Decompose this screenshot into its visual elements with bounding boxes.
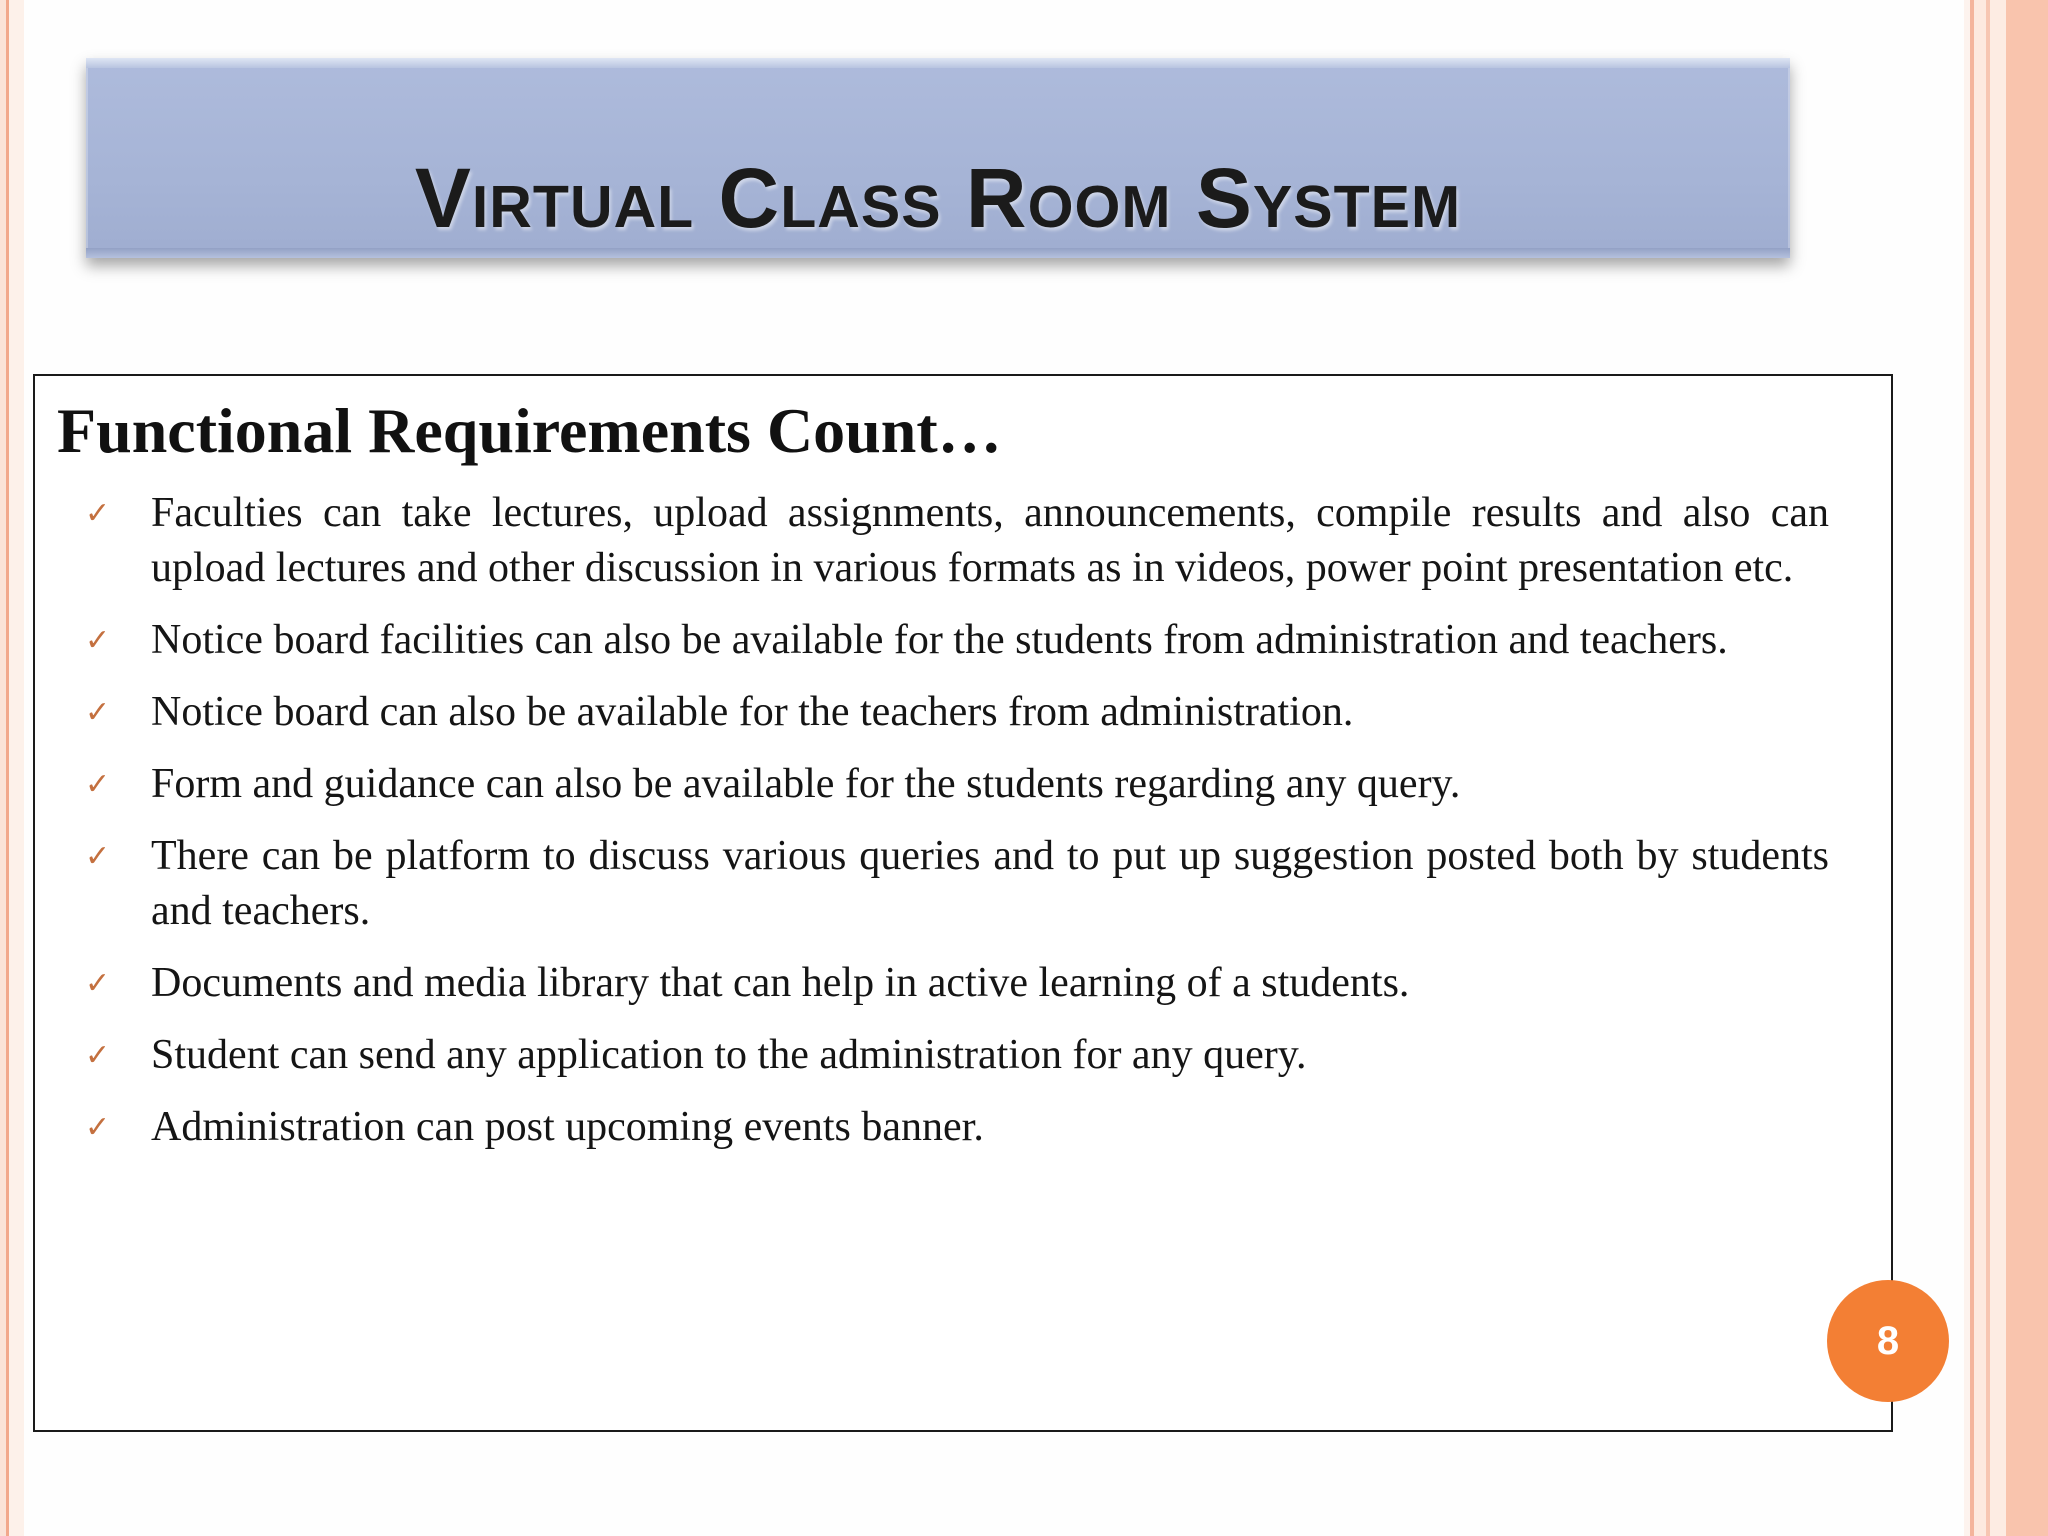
list-item-text: Student can send any application to the administration for any query. xyxy=(151,1032,1307,1078)
list-item xyxy=(55,486,1829,596)
checkmark-icon: ✓ xyxy=(85,1038,111,1073)
list-item-text: Form and guidance can also be available for the students regarding any query. xyxy=(151,761,1461,807)
checkmark-icon: ✓ xyxy=(85,695,111,730)
list-item xyxy=(55,956,1829,1011)
title-banner xyxy=(86,58,1790,258)
slide-title: Virtual Class Room System xyxy=(414,151,1462,245)
list-item-text: Notice board facilities can also be available for the students from administration and teachers. xyxy=(151,617,1728,663)
content-box xyxy=(33,374,1893,1432)
checkmark-icon: ✓ xyxy=(85,1110,111,1145)
right-decorative-border xyxy=(1964,0,2048,1536)
checkmark-icon: ✓ xyxy=(85,839,111,874)
list-item xyxy=(55,1100,1829,1155)
checkmark-icon: ✓ xyxy=(85,966,111,1001)
list-item xyxy=(55,757,1829,812)
list-item-text: Notice board can also be available for the teachers from administration. xyxy=(151,689,1354,735)
requirements-list xyxy=(55,486,1855,1172)
checkmark-icon: ✓ xyxy=(85,767,111,802)
list-item-text: Faculties can take lectures, upload assignments, announcements, compile results and also can upload lectures and other discussion in various formats as in videos, power point presentation etc. xyxy=(151,490,1829,591)
list-item xyxy=(55,829,1829,939)
page-number-badge: 8 xyxy=(1827,1280,1949,1402)
list-item-text: Documents and media library that can help in active learning of a students. xyxy=(151,960,1410,1006)
left-decorative-border xyxy=(0,0,24,1536)
checkmark-icon: ✓ xyxy=(85,496,111,531)
checkmark-icon: ✓ xyxy=(85,623,111,658)
section-heading: Functional Requirements Count… xyxy=(57,395,1002,466)
list-item-text: Administration can post upcoming events banner. xyxy=(151,1104,984,1150)
list-item xyxy=(55,685,1829,740)
list-item-text: There can be platform to discuss various queries and to put up suggestion posted both by students and teachers. xyxy=(151,833,1829,934)
list-item xyxy=(55,1028,1829,1083)
list-item xyxy=(55,613,1829,668)
